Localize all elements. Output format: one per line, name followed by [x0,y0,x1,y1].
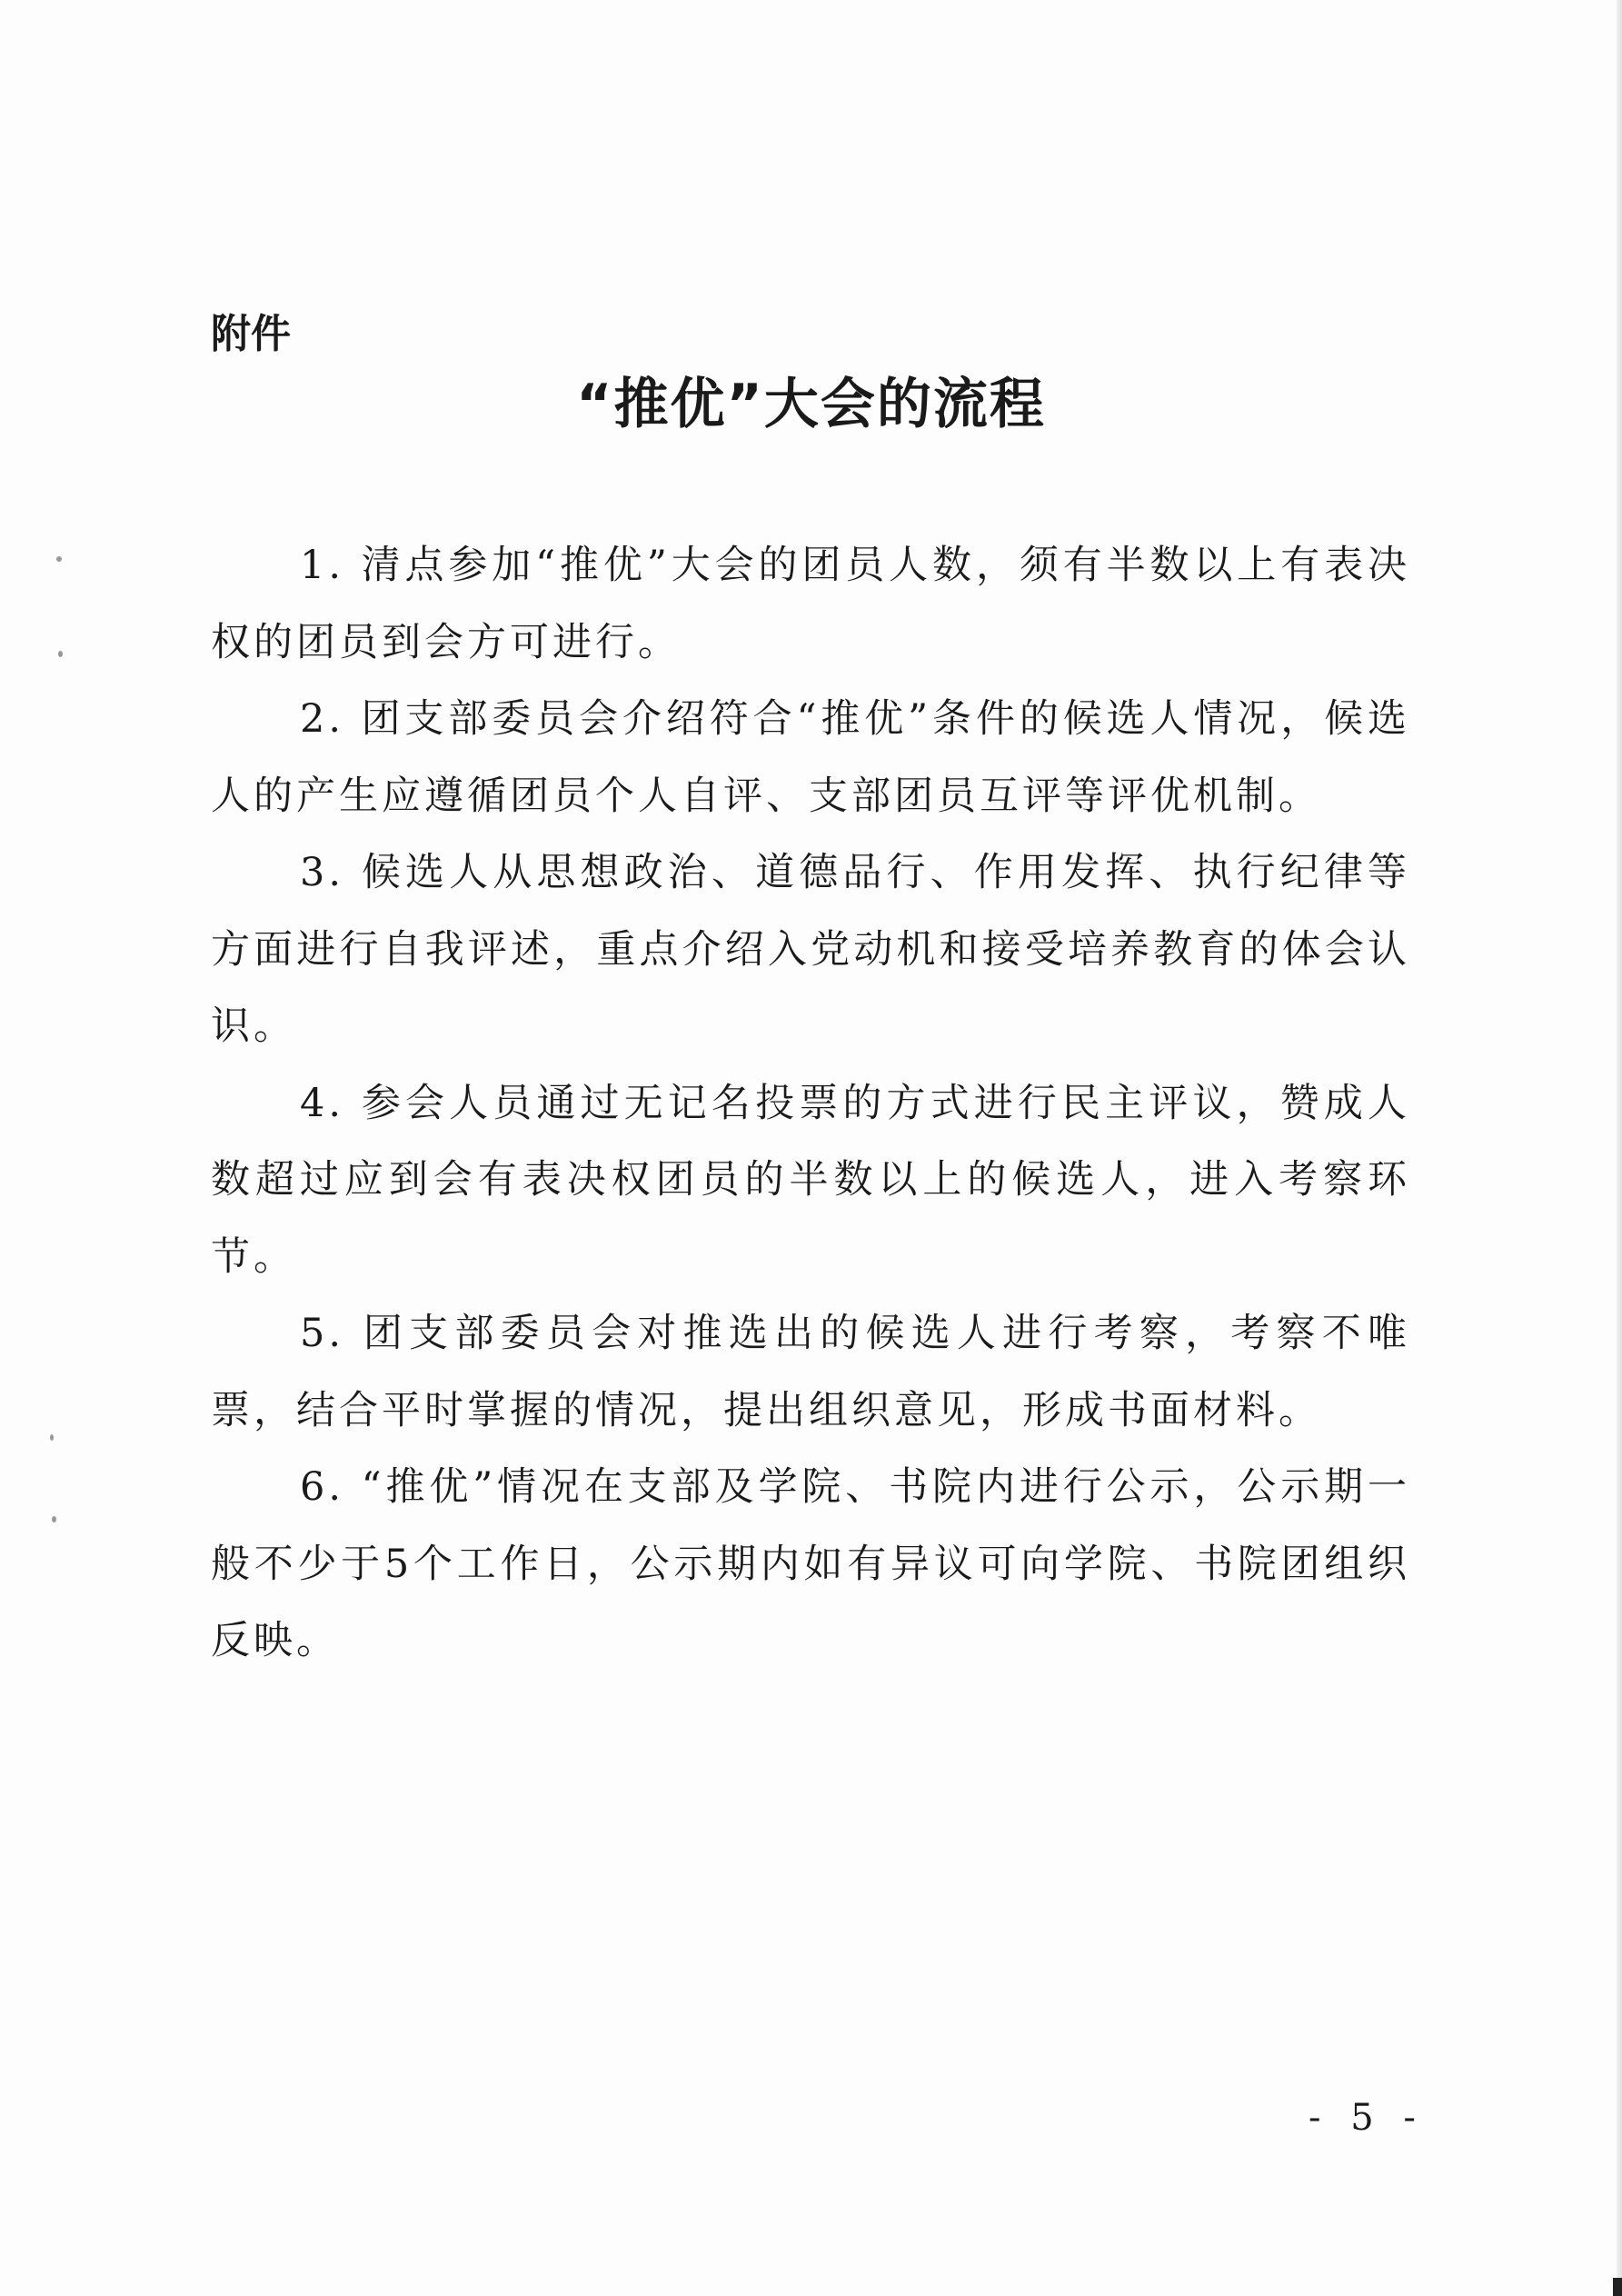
scan-speck [56,556,62,562]
paragraph-step-5: 5. 团支部委员会对推选出的候选人进行考察，考察不唯票，结合平时掌握的情况，提出组织意见，形成书面材料。 [211,1311,1410,1433]
scan-corner-mark [1613,2278,1622,2296]
scan-speck [58,651,63,657]
document-body [211,527,1410,1680]
paragraph-step-3: 3. 候选人从思想政治、道德品行、作用发挥、执行纪律等方面进行自我评述，重点介绍入党动机和接受培养教育的体会认识。 [211,850,1410,1049]
document-title: “推优”大会的流程 [576,373,1046,436]
page-number: - 5 - [1309,2097,1425,2139]
scan-speck [52,1516,56,1522]
attachment-label: 附件 [211,311,291,357]
scan-speck [50,1434,54,1441]
paragraph-step-1: 1. 清点参加“推优”大会的团员人数，须有半数以上有表决权的团员到会方可进行。 [211,543,1410,665]
paragraph-step-4: 4. 参会人员通过无记名投票的方式进行民主评议，赞成人数超过应到会有表决权团员的半数以上的候选人，进入考察环节。 [211,1080,1410,1280]
scan-edge-shadow [1617,0,1622,2296]
paragraph-step-6: 6. “推优”情况在支部及学院、书院内进行公示，公示期一般不少于5个工作日，公示期内如有异议可向学院、书院团组织反映。 [211,1464,1410,1663]
paragraph-step-2: 2. 团支部委员会介绍符合“推优”条件的候选人情况，候选人的产生应遵循团员个人自评、支部团员互评等评优机制。 [211,696,1410,819]
